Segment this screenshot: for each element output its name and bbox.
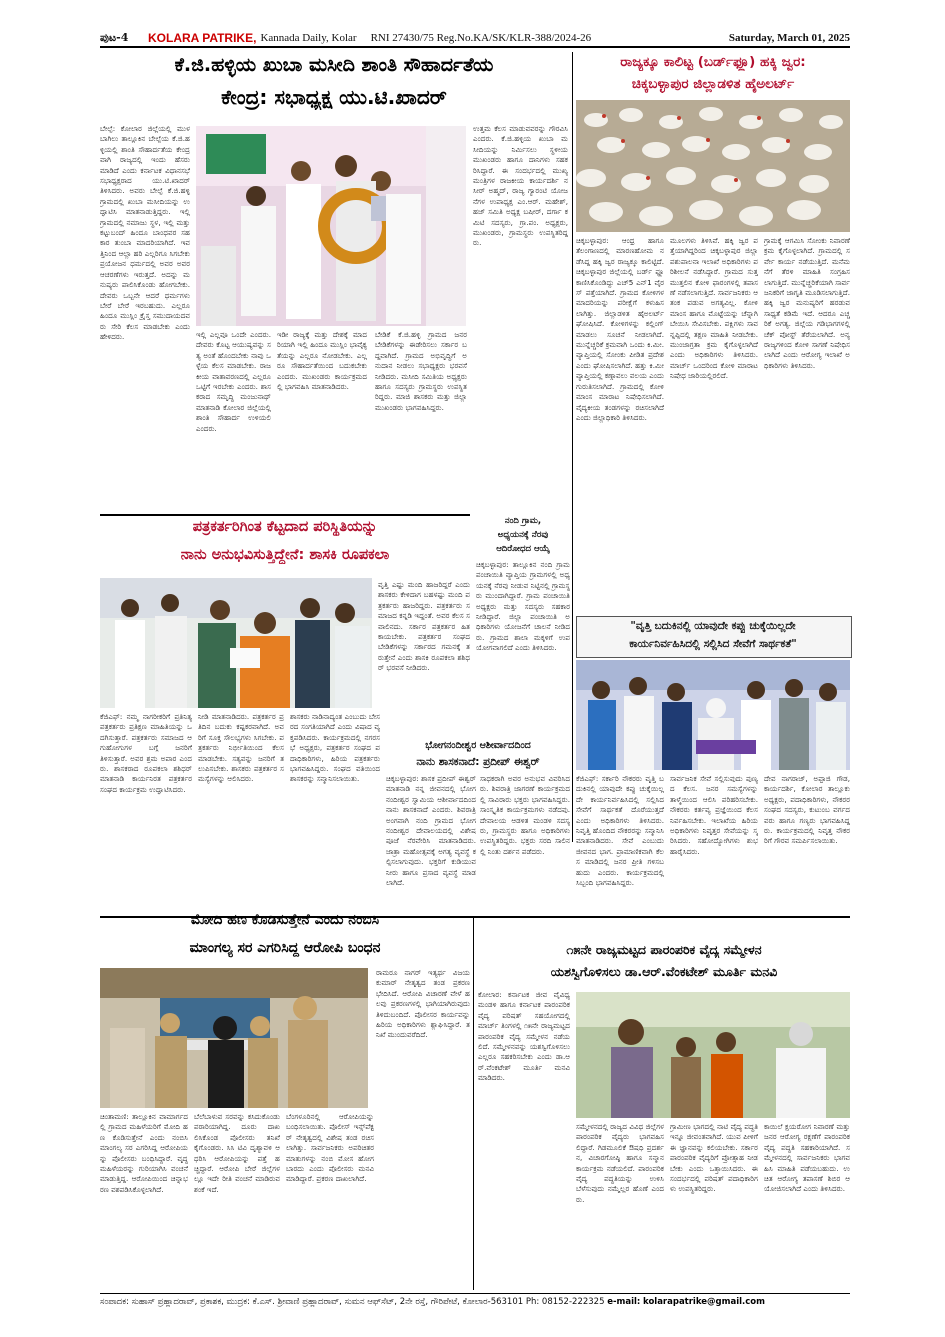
story5-column-1: ಕೆಜಿಎಫ್: ಸರ್ಕಾರಿ ನೌಕರರು ವೃತ್ತಿ ಬದುಕಿನಲ್ಲಿ ಯಾವುದೇ ಕಪ್ಪು ಚುಕ್ಕೆಯಿಲ್ಲದೇ ಕಾರ್ಯನಿರ್ವಹಿಸಿದಲ್ಲಿ ಸಲ್ಲಿಸಿದ ಸೇವೆಗೆ ಸಾರ್ಥಕತೆ ದೊರೆಯುತ್ತದೆ ಎಂದು ಅಧಿಕಾರಿಗಳು ತಿಳಿಸಿದರು. ನಿವೃತ್ತಿ ಹೊಂದಿದ ನೌಕರರನ್ನು ಸನ್ಮಾನಿಸಿ ಮಾತನಾಡಿದರು. ಸೇವೆ ಎಂಬುದು ಜೀವನದ ಭಾಗ. ಪ್ರಾಮಾಣಿಕವಾಗಿ ಕೆಲಸ ಮಾಡಿದಲ್ಲಿ ಜನರ ಪ್ರೀತಿ ಗಳಿಸಬಹುದು ಎಂದರು. ಕಾರ್ಯಕ್ರಮದಲ್ಲಿ ಸಿಬ್ಬಂದಿ ಭಾಗವಹಿಸಿದ್ದರು. (576, 774, 664, 888)
story7-headline-2: ಮಾಂಗಲ್ಯ ಸರ ಎಗರಿಸಿದ್ದ ಆರೋಪಿ ಬಂಧನ (189, 940, 381, 956)
story3-photo (100, 578, 372, 708)
story1-column-4: ಬೇಡಿಕೆ ಕೆ.ಜಿ.ಹಳ್ಳಿ ಗ್ರಾಮದ ಜನರ ಬೇಡಿಕೆಗಳನ್ನು ಈಡೇರಿಸಲು ಸರ್ಕಾರ ಬದ್ದವಾಗಿದೆ. ಗ್ರಾಮದ ಅಭಿವೃದ್ಧಿಗೆ ಅನುದಾನ ನೀಡಲು ಸಭಾಧ್ಯಕ್ಷರು ಭರವಸೆ ನೀಡಿದರು. ಮಸೀದಿ ಸಮಿತಿಯ ಅಧ್ಯಕ್ಷರು ಹಾಗೂ ಸದಸ್ಯರು ಗ್ರಾಮಸ್ಥರು ಉಪಸ್ಥಿತರಿದ್ದರು. ಮಾಜಿ ಶಾಸಕರು ಮತ್ತು ಜಿಲ್ಲಾ ಮುಖಂಡರು ಭಾಗವಹಿಸಿದ್ದರು. (375, 330, 467, 412)
story5-column-3: ದೇವ ನಾಗರಾಜ್, ಅಪ್ಪಾಜಿ ಗೌಡ, ಕಾರ್ಯದರ್ಶಿ, ಕೋಲಾರ ತಾಲ್ಲೂಕು ಅಧ್ಯಕ್ಷರು, ಪದಾಧಿಕಾರಿಗಳು, ನೌಕರರ ಸಂಘದ ಸದಸ್ಯರು, ಕುಟುಂಬ ವರ್ಗದವರು ಹಾಗೂ ಗಣ್ಯರು ಭಾಗವಹಿಸಿದ್ದರು. ಕಾರ್ಯಕ್ರಮದಲ್ಲಿ ನಿವೃತ್ತ ನೌಕರರಿಗೆ ಗೌರವ ಸಮರ್ಪಿಸಲಾಯಿತು. (764, 774, 850, 846)
imprint-footer (100, 1293, 850, 1307)
story4-lead: ನಂದಿ ಗ್ರಾಮ, (504, 516, 542, 526)
column-rule-2 (473, 918, 474, 1290)
story8-column-4: ಕಾಯಿಲೆ ಕ್ಷಯರೋಗ ನಿವಾರಣೆ ಮತ್ತು ಜನರ ಆರೋಗ್ಯ ರಕ್ಷಣೆಗೆ ಪಾರಂಪರಿಕ ವೈದ್ಯ ಪದ್ಧತಿ ಸಹಕಾರಿಯಾಗಿದೆ. ಸಮ್ಮೇಳನದಲ್ಲಿ ಸಾರ್ವಜನಿಕರು ಭಾಗವಹಿಸಿ ಮಾಹಿತಿ ಪಡೆಯಬಹುದು. ಉಚಿತ ಆರೋಗ್ಯ ತಪಾಸಣೆ ಶಿಬಿರ ಆಯೋಜಿಸಲಾಗಿದೆ ಎಂದು ತಿಳಿಸಿದರು. (764, 1122, 850, 1194)
story6-column-2: ಸಾಧಕರಾಗಿ ಅವರ ಅನುಭವ ವಿವರಿಸಿದರು. ಶಿವರಾತ್ರಿ ಜಾಗರಣೆ ಕಾರ್ಯಕ್ರಮದಲ್ಲಿ ಸಾವಿರಾರು ಭಕ್ತರು ಭಾಗವಹಿಸಿದ್ದರು. ಸಾಂಸ್ಕೃತಿಕ ಕಾರ್ಯಕ್ರಮಗಳು ನಡೆದವು. ದೇವಾಲಯ ಆಡಳಿತ ಮಂಡಳಿ ಸದಸ್ಯರು, ಗ್ರಾಮಸ್ಥರು ಹಾಗೂ ಅಧಿಕಾರಿಗಳು ಉಪಸ್ಥಿತರಿದ್ದರು. ಭಕ್ತರು ಸರದಿ ಸಾಲಿನಲ್ಲಿ ನಿಂತು ದರ್ಶನ ಪಡೆದರು. (480, 774, 570, 856)
masthead (100, 30, 850, 48)
story7-column-1: ಚಿಂತಾಮಣಿ: ತಾಲ್ಲೂಕಿನ ವಾಮಾರ್ಗದಲ್ಲಿ ಗ್ರಾಮದ ಮಹಿಳೆಯರಿಗೆ ಮೋದಿ ಹಣ ಕೊಡಿಸುತ್ತೇನೆ ಎಂದು ನಂಬಿಸಿ ಮಾಂಗಲ್ಯ ಸರ ಎಗರಿಸಿದ್ದ ಆರೋಪಿಯನ್ನು ಪೊಲೀಸರು ಬಂಧಿಸಿದ್ದಾರೆ. ವೃದ್ಧ ಮಹಿಳೆಯರನ್ನು ಗುರಿಯಾಗಿಸಿ ವಂಚನೆ ಮಾಡುತ್ತಿದ್ದ. ಆರೋಪಿಯಿಂದ ಚಿನ್ನಾಭರಣ ವಶಪಡಿಸಿಕೊಳ್ಳಲಾಗಿದೆ. (100, 1112, 188, 1194)
story1-column-2: ಇಲ್ಲಿ ಎಲ್ಲವೂ ಒಂದೇ ಎಂದರು. ದೇವರು ಕೊಟ್ಟ ಆಯುಷ್ಯವನ್ನು ಸತ್ಯ ಅಂತೆ ಹೊಂದಬೇಕು ನಾವು ಒಳ್ಳೆಯ ಕೆಲಸ ಮಾಡಬೇಕು. ರಾಜಕೀಯ ವಾತಾವರಣದಲ್ಲಿ ಎಲ್ಲರೂ ಒಟ್ಟಿಗೆ ಇರಬೇಕು ಎಂದರು. ಶಾಸಕರಾದ ಸಮೃದ್ಧಿ ಮಂಜುನಾಥ್ ಮಾತನಾಡಿ ಕೋಲಾರ ಜಿಲ್ಲೆಯಲ್ಲಿ ಶಾಂತಿ ಸೌಹಾರ್ದ ಉಳಿಯಲಿ ಎಂದರು. (196, 330, 271, 433)
story1-headline-1: ಕೆ.ಜಿ.ಹಳ್ಳಿಯ ಖುಬಾ ಮಸೀದಿ ಶಾಂತಿ ಸೌಹಾರ್ದತೆಯ (174, 54, 494, 76)
story5-photo (576, 660, 850, 770)
story8-photo (576, 992, 850, 1118)
story8-headline-2: ಯಶಸ್ವಿಗೊಳಿಸಲು ಡಾ.ಆರ್.ವೆಂಕಟೇಶ್ ಮೂರ್ತಿ ಮನವಿ (550, 964, 778, 979)
story7-photo (100, 968, 368, 1108)
issue-date: Saturday, March 01, 2025 (728, 32, 850, 44)
story3-column-1: ಕೆಜಿಎಫ್: ನಮ್ಮ ನಾಗರೀಕರಿಗೆ ಪ್ರತಿನಿತ್ಯ ಪತ್ರಕರ್ತರು ಪ್ರತಿಕ್ಷಣ ಮಾಹಿತಿಯನ್ನು ಒದಗಿಸುತ್ತಾರೆ. ಪತ್ರಕರ್ತರು ಸಮಾಜದ ಆಗುಹೋಗುಗಳ ಬಗ್ಗೆ ಜನರಿಗೆ ತಿಳಿಸುತ್ತಾರೆ. ಅವರ ಶ್ರಮ ಅಪಾರ ಎಂದರು. ಶಾಸಕರಾದ ರೂಪಕಲಾ ಶಶಿಧರ್ ಮಾತನಾಡಿ ಕಾರ್ಯನಿರತ ಪತ್ರಕರ್ತರ ಸಂಘದ ಕಾರ್ಯಕ್ರಮ ಉದ್ಘಾಟಿಸಿದರು. (100, 712, 192, 794)
story2-headline-1: ರಾಜ್ಯಕ್ಕೂ ಕಾಲಿಟ್ಟ (ಬರ್ಡ್‌ಫ್ಲೂ) ಹಕ್ಕಿ ಜ್ವರ: (620, 54, 806, 70)
story2-column-2: ಮೂಲಗಳು ತಿಳಿಸಿವೆ. ಹಕ್ಕಿ ಜ್ವರ ಪತ್ತೆಯಾಗಿದ್ದರಿಂದ ಚಿಕ್ಕಬಳ್ಳಾಪುರ ಜಿಲ್ಲಾ ಪಶುಪಾಲನಾ ಇಲಾಖೆ ಅಧಿಕಾರಿಗಳು ಪರಿಶೀಲನೆ ನಡೆಸಿದ್ದಾರೆ. ಗ್ರಾಮದ ಸುತ್ತಮುತ್ತಲಿನ ಕೋಳಿ ಫಾರಂಗಳಲ್ಲಿ ತಪಾಸಣೆ ನಡೆಸಲಾಗುತ್ತಿದೆ. ಸಾರ್ವಜನಿಕರು ಆತಂಕ ಪಡುವ ಅಗತ್ಯವಿಲ್ಲ. ಕೋಳಿ ಮಾಂಸ ಹಾಗೂ ಮೊಟ್ಟೆಯನ್ನು ಚೆನ್ನಾಗಿ ಬೇಯಿಸಿ ಸೇವಿಸಬೇಕು. ಪಕ್ಷಿಗಳು ಸಾವನ್ನಪ್ಪಿದಲ್ಲಿ ತಕ್ಷಣ ಮಾಹಿತಿ ನೀಡಬೇಕು. ಮುಂಜಾಗ್ರತಾ ಕ್ರಮ ಕೈಗೊಳ್ಳಲಾಗಿದೆ ಎಂದು ಅಧಿಕಾರಿಗಳು ತಿಳಿಸಿದರು. ಮಾರ್ಚ್ ಒಂದರಿಂದ ಕೋಳಿ ಮಾರಾಟ ನಿಷೇಧ ಜಾರಿಯಲ್ಲಿರಲಿದೆ. (670, 236, 758, 381)
story8-column-2: ಸಮ್ಮೇಳನದಲ್ಲಿ ರಾಜ್ಯದ ವಿವಿಧ ಜಿಲ್ಲೆಗಳ ಪಾರಂಪರಿಕ ವೈದ್ಯರು ಭಾಗವಹಿಸಲಿದ್ದಾರೆ. ಗಿಡಮೂಲಿಕೆ ಔಷಧಿ ಪ್ರದರ್ಶನ, ವಿಚಾರಗೋಷ್ಠಿ ಹಾಗೂ ಸನ್ಮಾನ ಕಾರ್ಯಕ್ರಮ ನಡೆಯಲಿದೆ. ಪಾರಂಪರಿಕ ವೈದ್ಯ ಪದ್ಧತಿಯನ್ನು ಉಳಿಸಿ ಬೆಳೆಸುವುದು ನಮ್ಮೆಲ್ಲರ ಹೊಣೆ ಎಂದರು. (576, 1122, 664, 1204)
story1-column-5: ಉತ್ತಮ ಕೆಲಸ ಮಾಡುವವರನ್ನು ಗೌರವಿಸಿ ಎಂದರು. ಕೆ.ಜಿ.ಹಳ್ಳಿಯ ಖುಬಾ ಮಸೀದಿಯನ್ನು ನಿರ್ಮಿಸಲು ಸ್ಥಳೀಯ ಮುಖಂಡರು ಹಾಗೂ ದಾನಿಗಳು ಸಹಕರಿಸಿದ್ದಾರೆ. ಈ ಸಂದರ್ಭದಲ್ಲಿ ಮುಖ್ಯಮಂತ್ರಿಗಳ ರಾಜಕೀಯ ಕಾರ್ಯದರ್ಶಿ ನಸೀರ್ ಅಹ್ಮದ್, ರಾಜ್ಯ ಗ್ಯಾರಂಟಿ ಯೋಜನೆಗಳ ಉಪಾಧ್ಯಕ್ಷ ಎಂ.ಆರ್. ಮಹೇಶ್, ಹಜ್ ಸಮಿತಿ ಅಧ್ಯಕ್ಷ ಬಷೀರ್, ದರ್ಗಾ ಕಮಿಟಿ ಸದಸ್ಯರು, ಗ್ರಾ.ಪಂ. ಅಧ್ಯಕ್ಷರು, ಮುಖಂಡರು, ಗ್ರಾಮಸ್ಥರು ಉಪಸ್ಥಿತರಿದ್ದರು. (473, 124, 568, 248)
email-address: kolarapatrike@gmail.com (643, 1297, 766, 1307)
story8-headline-1: ೧೫ನೇ ರಾಜ್ಯಮಟ್ಟದ ಪಾರಂಪರಿಕ ವೈದ್ಯ ಸಮ್ಮೇಳನ (566, 942, 762, 957)
story1-headline-2: ಕೇಂದ್ರ: ಸಭಾಧ್ಯಕ್ಷ ಯು.ಟಿ.ಖಾದರ್ (221, 85, 447, 109)
story7-column-2: ಬೆಲೆಬಾಳುವ ಸರವನ್ನು ಕಸಿದುಕೊಂಡು ಪರಾರಿಯಾಗಿದ್ದ. ದೂರು ದಾಖಲಿಸಿಕೊಂಡ ಪೊಲೀಸರು ತನಿಖೆ ಕೈಗೊಂಡರು. ಸಿಸಿ ಟಿವಿ ದೃಶ್ಯಾವಳಿ ಆಧರಿಸಿ ಆರೋಪಿಯನ್ನು ಪತ್ತೆ ಹಚ್ಚಿದ್ದಾರೆ. ಆರೋಪಿ ಬೇರೆ ಜಿಲ್ಲೆಗಳಲ್ಲೂ ಇದೇ ರೀತಿ ವಂಚನೆ ಮಾಡಿರುವ ಶಂಕೆ ಇದೆ. (194, 1112, 280, 1194)
story1-column-1: ಬೇಲ್ಪೆ: ಕೋಲಾರ ಜಿಲ್ಲೆಯಲ್ಲಿ ಮುಳಬಾಗಿಲು ತಾಲ್ಲೂಕಿನ ಬೇಲ್ಪೆಯ ಕೆ.ಜಿ.ಹಳ್ಳಿಯಲ್ಲಿ ಶಾಂತಿ ಸೌಹಾರ್ದತೆಯ ಕೇಂದ್ರವಾಗಿ ರಾಜ್ಯದಲ್ಲಿ ಇಂದು ಹೆಸರು ಮಾಡಿದೆ ಎಂದು ಕರ್ನಾಟಕ ವಿಧಾನಸಭೆ ಸಭಾಧ್ಯಕ್ಷರಾದ ಯು.ಟಿ.ಖಾದರ್ ತಿಳಿಸಿದರು. ಅವರು ಬೇಲ್ಪೆ ಕೆ.ಜಿ.ಹಳ್ಳಿ ಗ್ರಾಮದಲ್ಲಿ ಖುಬಾ ಮಸೀದಿಯನ್ನು ಉದ್ಘಾಟಿಸಿ ಮಾತನಾಡುತ್ತಿದ್ದರು. ಇಲ್ಲಿ ಗ್ರಾಮದಲ್ಲಿ ನಮಾಜು ಸ್ಥಳ, ಇಲ್ಲಿ ಮತ್ತು ಕಟ್ಟುಬಂದ್ ಹಿಂದೂ ಬಾಂಧವರ ಸಹಕಾರ ತುಂಬಾ ಮಾದರಿಯಾಗಿದೆ. ಇವತ್ತಿನಿಂದ ಆಲ್ಲಾ ಹರಿ ಎಲ್ಲರಿಗೂ ಸಿಗಬೇಕು ಪ್ರಯೋಜನ ಧರ್ಮದಲ್ಲಿ ಅವರ ಅವರ ಆಚರಣೆಗಳು ಇರುತ್ತದೆ. ಅದನ್ನು ಮನುಷ್ಯರು ಪಾಲಿಸಿಕೊಂಡು ಹೋಗಬೇಕು. ದೇವರು ಒಬ್ಬನೇ ಆದರೆ ಧರ್ಮಗಳು ಬೇರೆ ಬೇರೆ ಇರಬಹುದು. ಎಲ್ಲರೂ ಹಿಂದೂ ಮುಸ್ಲಿಂ ಕ್ರೈಸ್ತ ಸಮುದಾಯದವರು ಸೇರಿ ಕೆಲಸ ಮಾಡಬೇಕು ಎಂದು ಹೇಳಿದರು. (100, 124, 190, 342)
story5-column-2: ಸಾರ್ವಜನಿಕ ಸೇವೆ ಸಲ್ಲಿಸುವುದು ಪುಣ್ಯದ ಕೆಲಸ. ಜನರ ಸಮಸ್ಯೆಗಳನ್ನು ತಾಳ್ಮೆಯಿಂದ ಆಲಿಸಿ ಪರಿಹರಿಸಬೇಕು. ನೌಕರರು ಕರ್ತವ್ಯ ಪ್ರಜ್ಞೆಯಿಂದ ಕೆಲಸ ನಿರ್ವಹಿಸಬೇಕು. ಇಲಾಖೆಯ ಹಿರಿಯ ಅಧಿಕಾರಿಗಳು ನಿವೃತ್ತರ ಸೇವೆಯನ್ನು ಸ್ಮರಿಸಿದರು. ಸಹೋದ್ಯೋಗಿಗಳು ಶುಭ ಹಾರೈಸಿದರು. (670, 774, 758, 856)
story3-column-3: ಶಾಸಕರು ನಾಡಿನಾದ್ಯಂತ ಎಂಬುದು ಬೇಸರದ ಸಂಗತಿಯಾಗಿದೆ ಎಂದು ವಿಷಾದ ವ್ಯಕ್ತಪಡಿಸಿದರು. ಕಾರ್ಯಕ್ರಮದಲ್ಲಿ ನಗರಸಭೆ ಅಧ್ಯಕ್ಷರು, ಪತ್ರಕರ್ತರ ಸಂಘದ ಪದಾಧಿಕಾರಿಗಳು, ಹಿರಿಯ ಪತ್ರಕರ್ತರು ಭಾಗವಹಿಸಿದ್ದರು. ಸಂಘದ ವತಿಯಿಂದ ಶಾಸಕರನ್ನು ಸನ್ಮಾನಿಸಲಾಯಿತು. (290, 712, 380, 784)
story2-photo (576, 100, 850, 232)
story3-headline-2: ನಾನು ಅನುಭವಿಸುತ್ತಿದ್ದೇನೆ: ಶಾಸಕಿ ರೂಪಕಲಾ (180, 547, 390, 563)
story4-headline-1: ಅಧ್ಯಯನಕ್ಕೆ ನೆರವು (497, 530, 549, 540)
story1-photo (196, 126, 466, 326)
section-rule (100, 514, 470, 516)
imprint-text: ಸಂಪಾದಕ: ಸುಹಾಸ್ ಪ್ರಹ್ಲಾದರಾವ್, ಪ್ರಕಾಶಕ, ಮುದ್ರಕ: ಕೆ.ಎಸ್. ಶ್ರೀವಾಣಿ ಪ್ರಹ್ಲಾದರಾವ್, ಸುಮನ ಆಫ್‌ಸೆಟ್, 2ನೇ ರಸ್ತೆ, ಗೌರಿಪೇಟೆ, ಕೋಲಾರ-563101 Ph: 08152-222325 (100, 1297, 605, 1307)
story3-headline-1: ಪತ್ರಕರ್ತರಿಗಿಂತ ಕೆಟ್ಟದಾದ ಪರಿಸ್ಥಿತಿಯನ್ನು (192, 519, 378, 535)
story7-headline-1: ಮೋದಿ ಹಣ ಕೊಡಿಸುತ್ತೇನೆ ಎಂದು ನಂಬಿಸಿ (190, 912, 380, 928)
story8-column-3: ಗ್ರಾಮೀಣ ಭಾಗದಲ್ಲಿ ನಾಟಿ ವೈದ್ಯ ಪದ್ಧತಿ ಇನ್ನೂ ಜೀವಂತವಾಗಿದೆ. ಯುವ ಪೀಳಿಗೆ ಈ ಜ್ಞಾನವನ್ನು ಕಲಿಯಬೇಕು. ಸರ್ಕಾರ ಪಾರಂಪರಿಕ ವೈದ್ಯರಿಗೆ ಪ್ರೋತ್ಸಾಹ ನೀಡಬೇಕು ಎಂದು ಒತ್ತಾಯಿಸಿದರು. ಈ ಸಂದರ್ಭದಲ್ಲಿ ಪರಿಷತ್ ಪದಾಧಿಕಾರಿಗಳು ಉಪಸ್ಥಿತರಿದ್ದರು. (670, 1122, 758, 1194)
email-label: e-mail: (607, 1297, 641, 1307)
story7-column-3: ಬೆಂಗಳೂರಿನಲ್ಲಿ ಆರೋಪಿಯನ್ನು ಬಂಧಿಸಲಾಯಿತು. ಪೊಲೀಸ್ ಇನ್ಸ್‌ಪೆಕ್ಟರ್ ನೇತೃತ್ವದಲ್ಲಿ ವಿಶೇಷ ತಂಡ ರಚಿಸಲಾಗಿತ್ತು. ಸಾರ್ವಜನಿಕರು ಅಪರಿಚಿತರ ಮಾತುಗಳನ್ನು ನಂಬಿ ಮೋಸ ಹೋಗಬಾರದು ಎಂದು ಪೊಲೀಸರು ಮನವಿ ಮಾಡಿದ್ದಾರೆ. ಪ್ರಕರಣ ದಾಖಲಾಗಿದೆ. (286, 1112, 374, 1184)
story2-headline-2: ಚಿಕ್ಕಬಳ್ಳಾಪುರ ಜಿಲ್ಲಾಡಳಿತ ಹೈಅಲರ್ಟ್ (631, 76, 795, 92)
story1-column-3: ಇಡೀ ರಾಜ್ಯಕ್ಕೆ ಮತ್ತು ದೇಶಕ್ಕೆ ಮಾದರಿಯಾಗಿ ಇಲ್ಲಿ ಹಿಂದೂ ಮುಸ್ಲಿಂ ಭಾವೈಕ್ಯತೆಯನ್ನು ಎಲ್ಲರೂ ನೋಡಬೇಕು. ಎಲ್ಲರೂ ಸೌಹಾರ್ದತೆಯಿಂದ ಬದುಕಬೇಕು ಎಂದರು. ಮುಖಂಡರು ಕಾರ್ಯಕ್ರಮದಲ್ಲಿ ಭಾಗವಹಿಸಿ ಮಾತನಾಡಿದರು. (277, 330, 367, 392)
column-rule (572, 52, 573, 842)
story6-lead: ಭೋಗನಂದೀಶ್ವರ ಆಶೀರ್ವಾದದಿಂದ (425, 740, 531, 751)
page-number: ಪುಟ-4 (100, 31, 129, 44)
story6-headline: ನಾನು ಶಾಸಕನಾದೆ: ಪ್ರದೀಪ್ ಈಶ್ವರ್ (416, 756, 540, 768)
story5-quote-2: ಕಾರ್ಯನಿರ್ವಹಿಸಿದಲ್ಲಿ ಸಲ್ಲಿಸಿದ ಸೇವೆಗೆ ಸಾರ್ಥಕತೆ" (629, 638, 797, 650)
paper-name: KOLARA PATRIKE, (148, 31, 257, 45)
story7-column-4: ರಾಮರೂ ನಾಗರ್ ಇತ್ಯರ್ಥ ವಿಜಯ ಕುಮಾರ್ ನೇತೃತ್ವದ ತಂಡ ಪ್ರಕರಣ ಭೇದಿಸಿದೆ. ಆರೋಪಿ ವಿಚಾರಣೆ ವೇಳೆ ಹಲವು ಪ್ರಕರಣಗಳಲ್ಲಿ ಭಾಗಿಯಾಗಿರುವುದು ತಿಳಿದುಬಂದಿದೆ. ಪೊಲೀಸರ ಕಾರ್ಯವನ್ನು ಹಿರಿಯ ಅಧಿಕಾರಿಗಳು ಶ್ಲಾಘಿಸಿದ್ದಾರೆ. ತನಿಖೆ ಮುಂದುವರೆದಿದೆ. (376, 968, 470, 1040)
story8-column-1: ಕೋಲಾರ: ಕರ್ನಾಟಕ ಜೀವ ವೈವಿಧ್ಯ ಮಂಡಳಿ ಹಾಗೂ ಕರ್ನಾಟಕ ಪಾರಂಪರಿಕ ವೈದ್ಯ ಪರಿಷತ್ ಸಹಯೋಗದಲ್ಲಿ ಮಾರ್ಚ್ ತಿಂಗಳಲ್ಲಿ ೧೫ನೇ ರಾಜ್ಯಮಟ್ಟದ ಪಾರಂಪರಿಕ ವೈದ್ಯ ಸಮ್ಮೇಳನ ನಡೆಯಲಿದೆ. ಸಮ್ಮೇಳನವನ್ನು ಯಶಸ್ವಿಗೊಳಿಸಲು ಎಲ್ಲರೂ ಸಹಕರಿಸಬೇಕು ಎಂದು ಡಾ.ಆರ್.ವೆಂಕಟೇಶ್ ಮೂರ್ತಿ ಮನವಿ ಮಾಡಿದರು. (478, 990, 570, 1083)
paper-kind: Kannada Daily, Kolar (260, 32, 357, 44)
story2-column-1: ಚಿಕ್ಕಬಳ್ಳಾಪುರ: ಆಂಧ್ರ ಹಾಗೂ ತೆಲಂಗಾಣದಲ್ಲಿ ಮಾರಣಹೋಮ ನಡೆಸಿದ್ದ ಹಕ್ಕಿ ಜ್ವರ ರಾಜ್ಯಕ್ಕೂ ಕಾಲಿಟ್ಟಿದೆ. ಚಿಕ್ಕಬಳ್ಳಾಪುರ ಜಿಲ್ಲೆಯಲ್ಲಿ ಬರ್ಡ್ ಫ್ಲೂ ಕಾಣಿಸಿಕೊಂಡಿದ್ದು ಎಚ್5 ಎನ್1 ವೈರಸ್ ಪತ್ತೆಯಾಗಿದೆ. ಗ್ರಾಮದ ಕೋಳಿಗಳ ಮಾದರಿಯನ್ನು ಪರೀಕ್ಷೆಗೆ ಕಳುಹಿಸಲಾಗಿತ್ತು. ಜಿಲ್ಲಾಡಳಿತ ಹೈಅಲರ್ಟ್ ಘೋಷಿಸಿದೆ. ಕೋಳಿಗಳನ್ನು ಕಲ್ಲಿಂಗ್ ಮಾಡಲು ಸೂಚನೆ ನೀಡಲಾಗಿದೆ. ಮುನ್ನೆಚ್ಚರಿಕೆ ಕ್ರಮವಾಗಿ ಒಂದು ಕಿ.ಮೀ. ವ್ಯಾಪ್ತಿಯಲ್ಲಿ ಸೋಂಕು ಪೀಡಿತ ಪ್ರದೇಶ ಎಂದು ಘೋಷಿಸಲಾಗಿದೆ. ಹತ್ತು ಕಿ.ಮೀ ವ್ಯಾಪ್ತಿಯಲ್ಲಿ ಕಣ್ಗಾವಲು ವಲಯ ಎಂದು ಗುರುತಿಸಲಾಗಿದೆ. ಗ್ರಾಮದಲ್ಲಿ ಕೋಳಿ ಮಾಂಸ ಮಾರಾಟ ನಿಷೇಧಿಸಲಾಗಿದೆ. ವೈದ್ಯಕೀಯ ತಂಡಗಳನ್ನು ರಚಿಸಲಾಗಿದೆ ಎಂದು ಜಿಲ್ಲಾಧಿಕಾರಿ ತಿಳಿಸಿದರು. (576, 236, 664, 422)
story2-column-3: ಗ್ರಾಮಕ್ಕೆ ಆಗಮಿಸಿ ಸೋಂಕು ನಿವಾರಣೆ ಕ್ರಮ ಕೈಗೊಳ್ಳಲಾಗಿದೆ. ಗ್ರಾಮದಲ್ಲಿ ಸರ್ವೇ ಕಾರ್ಯ ನಡೆಯುತ್ತಿದೆ. ಮನೆಮನೆಗೆ ತೆರಳಿ ಮಾಹಿತಿ ಸಂಗ್ರಹಿಸಲಾಗುತ್ತಿದೆ. ಮುನ್ನೆಚ್ಚರಿಕೆಯಾಗಿ ಸಾರ್ವಜನಿಕರಿಗೆ ಜಾಗೃತಿ ಮೂಡಿಸಲಾಗುತ್ತಿದೆ. ಹಕ್ಕಿ ಜ್ವರ ಮನುಷ್ಯರಿಗೆ ಹರಡುವ ಸಾಧ್ಯತೆ ಕಡಿಮೆ ಇದೆ. ಆದರೂ ಎಚ್ಚರಿಕೆ ಅಗತ್ಯ. ಜಿಲ್ಲೆಯ ಗಡಿಭಾಗಗಳಲ್ಲಿ ಚೆಕ್ ಪೋಸ್ಟ್ ತೆರೆಯಲಾಗಿದೆ. ಅನ್ಯ ರಾಜ್ಯಗಳಿಂದ ಕೋಳಿ ಸಾಗಣೆ ನಿಷೇಧಿಸಲಾಗಿದೆ ಎಂದು ಆರೋಗ್ಯ ಇಲಾಖೆ ಅಧಿಕಾರಿಗಳು ತಿಳಿಸಿದರು. (764, 236, 850, 370)
story3-column-2: ನೀಡಿ ಮಾತನಾಡಿದರು. ಪತ್ರಕರ್ತರ ಪ್ರತಿದಿನ ಬದುಕು ಕಷ್ಟಕರವಾಗಿದೆ. ಅವರಿಗೆ ಸೂಕ್ತ ಸೌಲಭ್ಯಗಳು ಸಿಗಬೇಕು. ಪತ್ರಕರ್ತರು ನಿರ್ಭೀತಿಯಿಂದ ಕೆಲಸ ಮಾಡಬೇಕು. ಸತ್ಯವನ್ನು ಜನರಿಗೆ ತಲುಪಿಸಬೇಕು. ಶಾಸಕರು ಪತ್ರಕರ್ತರ ಸಮಸ್ಯೆಗಳನ್ನು ಆಲಿಸಿದರು. (198, 712, 284, 784)
story5-quote-1: "ವೃತ್ತಿ ಬದುಕಿನಲ್ಲಿ ಯಾವುದೇ ಕಪ್ಪು ಚುಕ್ಕೆಯಿಲ್ಲದೇ (630, 620, 796, 632)
story4-headline-2: ಆದಿರೋಧದ ಆಯ್ಕೆ (496, 544, 550, 554)
story3-side-column: ವೃತ್ತಿ ಎಷ್ಟು ಮಂದಿ ಹಾಜರಿದ್ದರೆ ಎಂದು ಶಾಸಕರು ಕೇಳಿದಾಗ ಬಹಳಷ್ಟು ಮಂದಿ ಪತ್ರಕರ್ತರು ಹಾಜರಿದ್ದರು. ಪತ್ರಕರ್ತರು ಸಮಾಜದ ಕನ್ನಡಿ ಇದ್ದಂತೆ. ಅವರ ಕೆಲಸ ಸವಾಲಿನದು. ಸರ್ಕಾರ ಪತ್ರಕರ್ತರ ಹಿತ ಕಾಯಬೇಕು. ಪತ್ರಕರ್ತರ ಸಂಘದ ಬೇಡಿಕೆಗಳನ್ನು ಸರ್ಕಾರದ ಗಮನಕ್ಕೆ ತರುತ್ತೇನೆ ಎಂದು ಶಾಸಕಿ ರೂಪಕಲಾ ಶಶಿಧರ್ ಭರವಸೆ ನೀಡಿದರು. (378, 580, 470, 673)
rni-number: RNI 27430/75 Reg.No.KA/SK/KLR-388/2024-26 (370, 32, 592, 44)
story6-column-1: ಚಿಕ್ಕಬಳ್ಳಾಪುರ: ಶಾಸಕ ಪ್ರದೀಪ್ ಈಶ್ವರ್ ಮಾತನಾಡಿ ನನ್ನ ಜೀವನದಲ್ಲಿ ಭೋಗನಂದೀಶ್ವರ ಸ್ವಾಮಿಯ ಆಶೀರ್ವಾದದಿಂದ ನಾನು ಶಾಸಕನಾದೆ ಎಂದರು. ಶಿವರಾತ್ರಿ ಅಂಗವಾಗಿ ನಂದಿ ಗ್ರಾಮದ ಭೋಗನಂದೀಶ್ವರ ದೇವಾಲಯದಲ್ಲಿ ವಿಶೇಷ ಪೂಜೆ ನೆರವೇರಿಸಿ ಮಾತನಾಡಿದರು. ಜಾತ್ರಾ ಮಹೋತ್ಸವಕ್ಕೆ ಅಗತ್ಯ ವ್ಯವಸ್ಥೆ ಕಲ್ಪಿಸಲಾಗುವುದು. ಭಕ್ತರಿಗೆ ಕುಡಿಯುವ ನೀರು ಹಾಗೂ ಪ್ರಸಾದ ವ್ಯವಸ್ಥೆ ಮಾಡಲಾಗಿದೆ. (386, 774, 476, 888)
story4-body: ಚಿಕ್ಕಬಳ್ಳಾಪುರ: ತಾಲ್ಲೂಕಿನ ನಂದಿ ಗ್ರಾಮ ಪಂಚಾಯಿತಿ ವ್ಯಾಪ್ತಿಯ ಗ್ರಾಮಗಳಲ್ಲಿ ಅಧ್ಯಯನಕ್ಕೆ ನೆರವು ನೀಡುವ ನಿಟ್ಟಿನಲ್ಲಿ ಗ್ರಾಮಸ್ಥರು ಮುಂದಾಗಿದ್ದಾರೆ. ಗ್ರಾಮ ಪಂಚಾಯಿತಿ ಅಧ್ಯಕ್ಷರು ಮತ್ತು ಸದಸ್ಯರು ಸಹಕಾರ ನೀಡಿದ್ದಾರೆ. ಜಿಲ್ಲಾ ಪಂಚಾಯಿತಿ ಅಧಿಕಾರಿಗಳು ಯೋಜನೆಗೆ ಚಾಲನೆ ನೀಡಿದರು. ಗ್ರಾಮದ ಶಾಲಾ ಮಕ್ಕಳಿಗೆ ಉಪಯೋಗವಾಗಲಿದೆ ಎಂದು ತಿಳಿಸಿದರು. (476, 560, 570, 653)
